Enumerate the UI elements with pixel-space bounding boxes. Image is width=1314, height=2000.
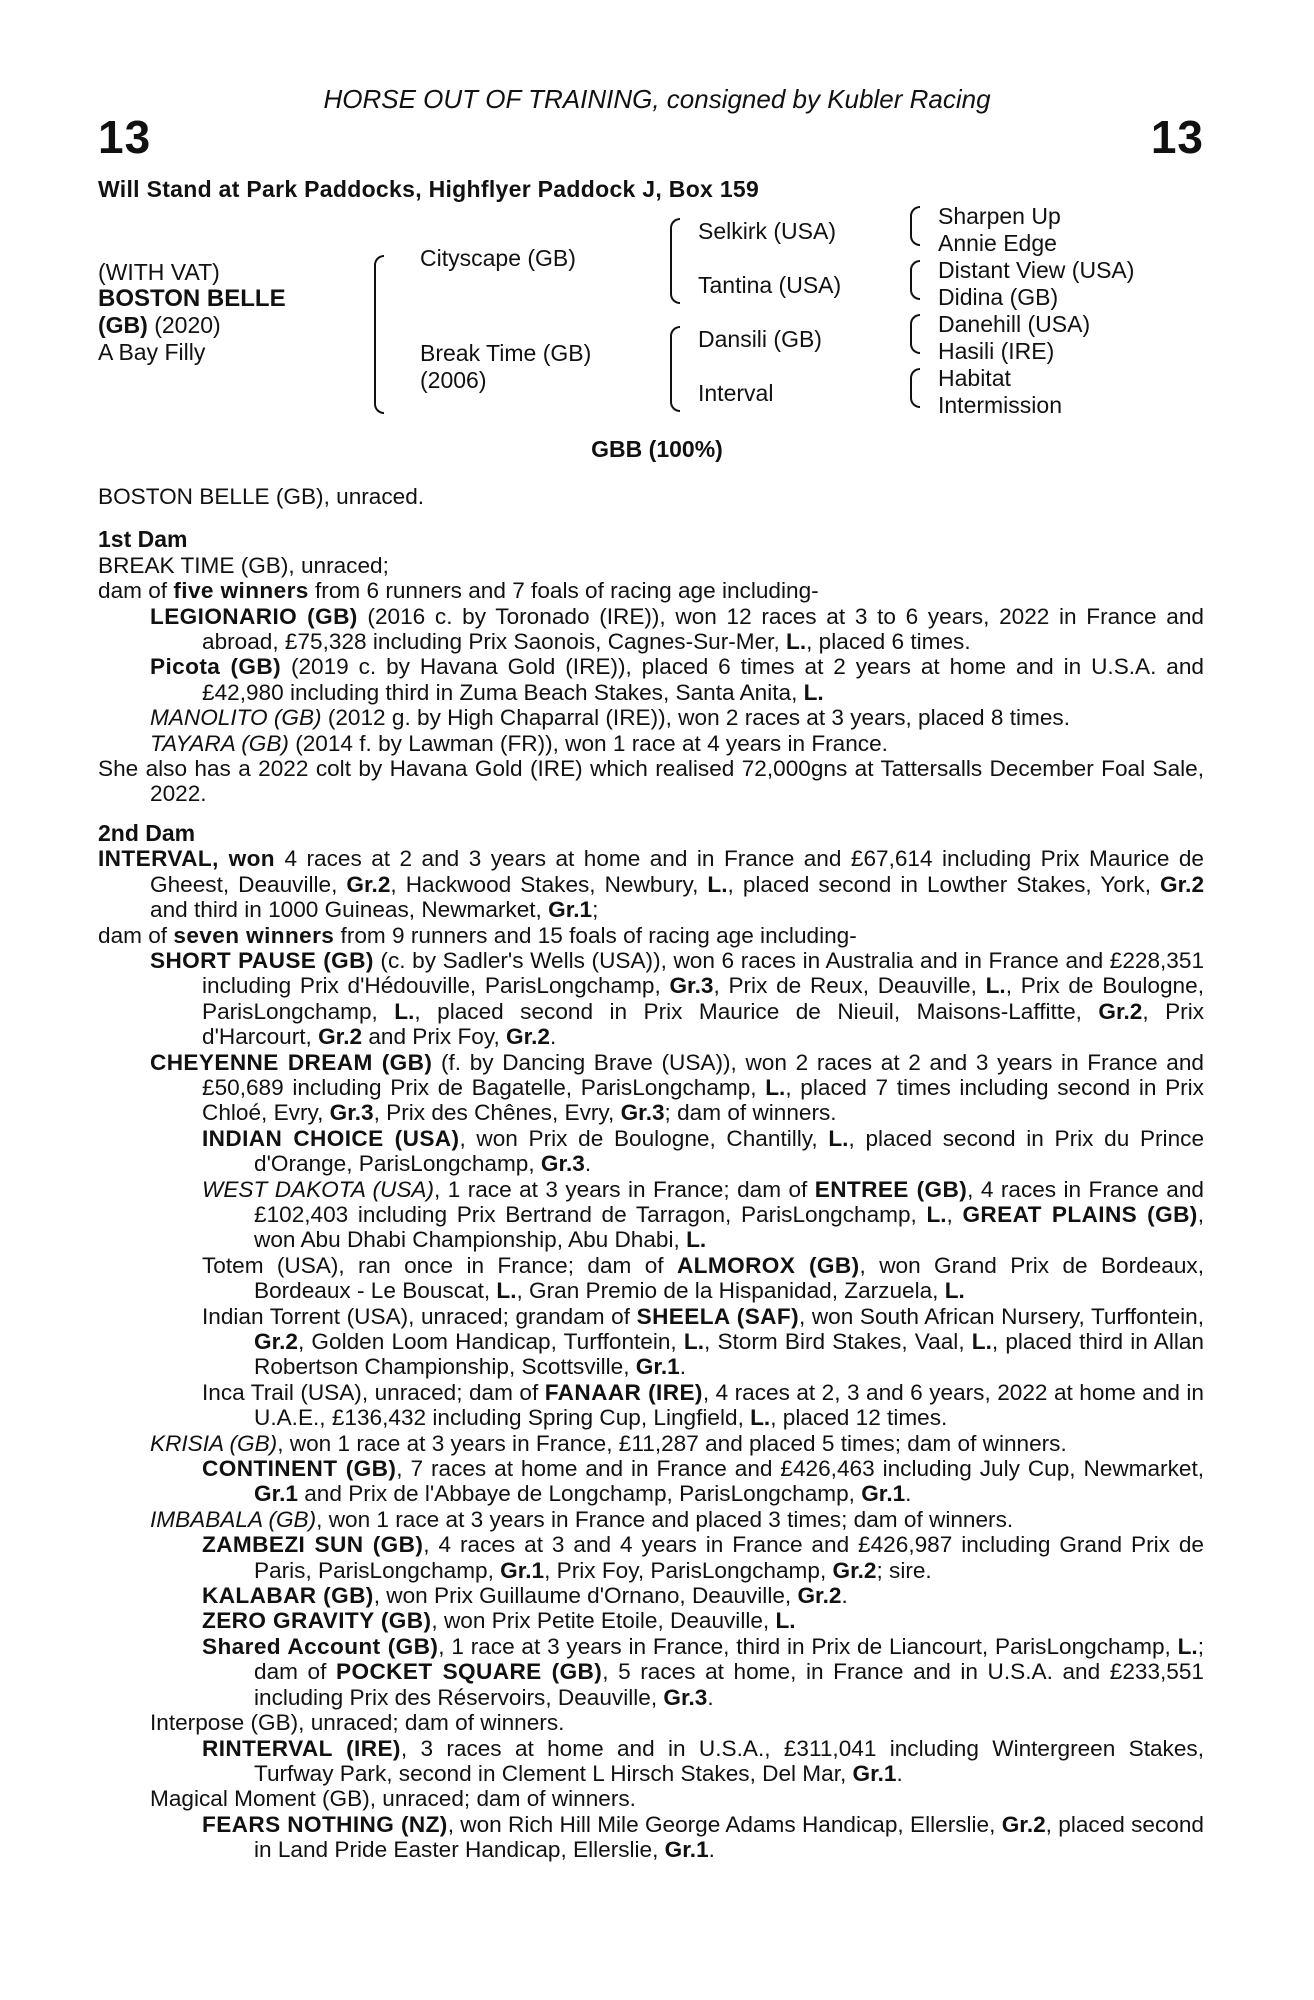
text-bold: INTERVAL <box>98 846 213 872</box>
text: , placed second in Land Pride Easter Handicap, Ellerslie, <box>254 1811 1204 1863</box>
produce-entry: Interpose (GB), unraced; dam of winners. <box>150 1710 565 1736</box>
pedigree-brace-main <box>374 255 384 414</box>
text: (2014 f. by Lawman (FR)), won 1 race at 4 years in France. <box>288 730 888 756</box>
horse-name-bold: POCKET SQUARE (GB) <box>336 1659 603 1685</box>
text: , won Abu Dhabi Championship, Abu Dhabi, <box>254 1201 1204 1253</box>
grade: L. <box>765 1074 786 1100</box>
horse-name-bold: FEARS NOTHING (NZ) <box>202 1811 448 1837</box>
text: Indian Torrent (USA), unraced; grandam of <box>202 1303 637 1329</box>
grade: Gr.1 <box>500 1557 545 1583</box>
text: and Prix Foy, <box>362 1024 507 1050</box>
grade: Gr.1 <box>254 1481 298 1507</box>
ggp-4: Didina (GB) <box>938 284 1059 310</box>
horse-name-bold: LEGIONARIO (GB) <box>150 603 358 629</box>
text: . <box>550 1024 557 1050</box>
text: dam of <box>98 578 174 604</box>
grade: L. <box>394 998 415 1024</box>
text: (f. by Dancing Brave (USA)), won 2 races at 2 and 3 years in France and £50,689 including Prix de Bagatelle, ParisLongchamp, <box>202 1049 1204 1100</box>
grade: Gr.3 <box>669 973 714 999</box>
grade: Gr.3 <box>540 1151 585 1177</box>
text: , Hackwood Stakes, Newbury, <box>390 871 708 897</box>
foal-note: She also has a 2022 colt by Havana Gold (IRE) which realised 72,000gns at Tattersalls December Foal Sale, 2022. <box>98 756 1204 807</box>
text: , 7 races at home and in France and £426,463 including July Cup, Newmarket, <box>396 1456 1204 1482</box>
pedigree-brace-g1 <box>910 206 920 246</box>
grade: L. <box>926 1201 947 1227</box>
text: , 4 races at 3 and 4 years in France and £426,987 including Grand Prix de Paris, ParisLongchamp, <box>254 1532 1205 1583</box>
ggp-1: Sharpen Up <box>938 203 1061 229</box>
horse-name-bold: SHORT PAUSE (GB) <box>150 947 374 973</box>
produce-entry <box>150 654 1204 705</box>
pedigree-brace-g2 <box>910 260 920 300</box>
text: , won Prix Petite Etoile, Deauville, <box>431 1608 776 1634</box>
grade: L. <box>686 1227 707 1253</box>
sire-sire: Selkirk (USA) <box>698 218 837 244</box>
ggp-8: Intermission <box>938 392 1062 418</box>
horse-name-bold: SHEELA (SAF) <box>636 1303 800 1329</box>
grade: L. <box>707 871 728 897</box>
produce-entry <box>202 1634 1204 1710</box>
text: , Gran Premio de la Hispanidad, Zarzuela, <box>516 1278 945 1304</box>
grade: L. <box>496 1278 517 1304</box>
produce-entry <box>202 1583 1204 1608</box>
produce-entry <box>150 731 1204 756</box>
grade: L. <box>828 1125 849 1151</box>
lot-number-left: 13 <box>98 111 152 163</box>
text: , Golden Loom Handicap, Turffontein, <box>297 1329 684 1354</box>
text: , placed 12 times. <box>770 1405 948 1431</box>
horse-name-bold: ALMOROX (GB) <box>676 1252 860 1278</box>
grade: L. <box>1177 1633 1198 1659</box>
horse-name-bold: KALABAR (GB) <box>202 1583 374 1609</box>
produce-entry <box>150 948 1204 1050</box>
text: , won 1 race at 3 years in France, £11,287 and placed 5 times; dam of winners. <box>277 1430 1067 1456</box>
text-bold: seven winners <box>173 922 335 948</box>
text: ; dam of winners. <box>664 1100 837 1126</box>
pedigree-brace-g4 <box>910 368 920 408</box>
grade: Gr.1 <box>635 1354 680 1380</box>
text-bold: , won <box>212 846 276 872</box>
grade: Gr.2 <box>254 1329 298 1354</box>
dam: Break Time (GB) <box>420 340 592 366</box>
ggp-2: Annie Edge <box>938 230 1057 256</box>
produce-entry <box>202 1812 1204 1863</box>
horse-name-italic: KRISIA (GB) <box>150 1430 278 1456</box>
produce-entry <box>202 1253 1204 1304</box>
text: , placed 7 times including second in Prix Chloé, Evry, <box>202 1074 1204 1126</box>
produce-entry <box>150 1507 1204 1532</box>
sire-dam: Tantina (USA) <box>698 272 842 298</box>
grade: Gr.2 <box>1098 998 1143 1024</box>
produce-entry <box>202 1456 1204 1507</box>
produce-entry <box>150 1050 1204 1126</box>
text: and third in 1000 Guineas, Newmarket, <box>150 897 549 923</box>
text: . <box>905 1481 912 1507</box>
text: , 1 race at 3 years in France; dam of <box>434 1176 815 1202</box>
text: , won Prix Guillaume d'Ornano, Deauville, <box>373 1583 798 1609</box>
grade: L. <box>750 1405 771 1431</box>
produce-entry <box>202 1126 1204 1177</box>
grade: L. <box>985 973 1006 999</box>
grade: Gr.2 <box>318 1024 363 1050</box>
stand-location: Will Stand at Park Paddocks, Highflyer Paddock J, Box 159 <box>98 176 760 202</box>
text: Totem (USA), ran once in France; dam of <box>202 1252 677 1278</box>
text: (2019 c. by Havana Gold (IRE)), placed 6 times at 2 years at home and in U.S.A. and £42,980 including third in Zuma Beach Stakes, Santa Anita, <box>202 654 1204 705</box>
horse-description: A Bay Filly <box>98 339 206 365</box>
horse-name-bold: ZAMBEZI SUN (GB) <box>202 1532 424 1558</box>
horse-year: (2020) <box>147 312 221 338</box>
catalogue-body <box>98 484 1204 1863</box>
grade: L. <box>683 1329 704 1354</box>
grade: L. <box>803 679 824 705</box>
dam-sire: Dansili (GB) <box>698 326 822 352</box>
text: , Prix de Reux, Deauville, <box>713 973 986 999</box>
grade: Gr.1 <box>548 897 593 923</box>
text: from 6 runners and 7 foals of racing age including- <box>308 578 819 604</box>
horse-name-bold: RINTERVAL (IRE) <box>202 1735 401 1761</box>
dam2-produce <box>98 923 1204 948</box>
text: , placed second in Prix du Prince d'Orange, ParisLongchamp, <box>254 1125 1205 1177</box>
text: , 4 races in France and £102,403 including Prix Bertrand de Tarragon, ParisLongchamp, <box>254 1176 1204 1227</box>
text: , Prix des Chênes, Evry, <box>373 1100 621 1126</box>
pedigree-brace-g3 <box>910 314 920 354</box>
produce-entry <box>202 1304 1204 1380</box>
horse-name-italic: MANOLITO (GB) <box>150 705 322 731</box>
produce-entry <box>202 1736 1204 1787</box>
dam-year: (2006) <box>420 367 487 393</box>
horse-name-bold: GREAT PLAINS (GB) <box>962 1201 1198 1227</box>
text: . <box>584 1151 592 1177</box>
second-dam-heading: 2nd Dam <box>98 819 196 846</box>
produce-entry <box>202 1177 1204 1253</box>
text: , Prix de Boulogne, ParisLongchamp, <box>202 973 1204 1024</box>
grade: Gr.1 <box>852 1760 897 1786</box>
sire: Cityscape (GB) <box>420 245 576 271</box>
horse-name-bold: Shared Account (GB) <box>202 1633 439 1659</box>
grade: Gr.1 <box>861 1481 906 1507</box>
produce-entry <box>150 1431 1204 1456</box>
text: , Storm Bird Stakes, Vaal, <box>703 1329 972 1354</box>
text: and Prix de l'Abbaye de Longchamp, ParisLongchamp, <box>297 1481 862 1507</box>
text: , placed second in Lowther Stakes, York, <box>727 871 1161 897</box>
text: ; sire. <box>876 1557 932 1583</box>
horse-name-italic: WEST DAKOTA (USA) <box>202 1176 435 1202</box>
first-dam-heading: 1st Dam <box>98 526 188 553</box>
text: , 3 races at home and in U.S.A., £311,041 including Wintergreen Stakes, Turfway Park, second in Clement L Hirsch Stakes, Del Mar, <box>254 1735 1204 1786</box>
horse-country: (GB) <box>98 312 148 338</box>
grade: Gr.2 <box>1001 1811 1046 1837</box>
text: , won Grand Prix de Bordeaux, Bordeaux - Le Bouscat, <box>254 1252 1204 1304</box>
grade: Gr.2 <box>797 1583 842 1609</box>
pedigree-brace-dam <box>670 326 680 412</box>
horse-name-bold: FANAAR (IRE) <box>544 1379 703 1405</box>
text: , Prix Foy, ParisLongchamp, <box>544 1557 833 1583</box>
horse-name-bold: CONTINENT (GB) <box>202 1456 397 1482</box>
breeding-percentage: GBB (100%) <box>591 436 723 462</box>
text: , placed 6 times. <box>806 629 971 655</box>
text: ; dam of <box>254 1633 1204 1685</box>
text: , 4 races at 2, 3 and 6 years, 2022 at home and in U.A.E., £136,432 including Spring Cup, Lingfield, <box>254 1379 1204 1431</box>
grade: Gr.2 <box>346 871 391 897</box>
text: , placed third in Allan Robertson Championship, Scottsville, <box>254 1329 1204 1380</box>
dam-dam: Interval <box>698 380 774 406</box>
text: , placed second in Prix Maurice de Nieuil, Maisons-Laffitte, <box>414 998 1099 1024</box>
grade: Gr.2 <box>506 1024 550 1050</box>
ggp-7: Habitat <box>938 365 1011 391</box>
dam1-produce <box>98 578 1204 603</box>
produce-entry <box>150 604 1204 655</box>
text: . <box>679 1354 687 1380</box>
text: (2012 g. by High Chaparral (IRE)), won 2 races at 3 years, placed 8 times. <box>321 705 1071 731</box>
horse-name-bold: ENTREE (GB) <box>814 1176 968 1202</box>
produce-entry <box>202 1608 1204 1633</box>
text: , 1 race at 3 years in France, third in Prix de Liancourt, ParisLongchamp, <box>438 1633 1178 1659</box>
text: . <box>841 1583 848 1609</box>
horse-name: BOSTON BELLE <box>98 285 286 312</box>
text: dam of <box>98 922 174 948</box>
text: , <box>946 1201 963 1227</box>
vat-note: (WITH VAT) <box>98 259 220 285</box>
text: . <box>896 1760 903 1786</box>
ggp-6: Hasili (IRE) <box>938 338 1055 364</box>
horse-name-bold: Picota (GB) <box>150 654 282 680</box>
ggp-3: Distant View (USA) <box>938 257 1135 283</box>
produce-entry <box>202 1532 1204 1583</box>
produce-entry: Magical Moment (GB), unraced; dam of winners. <box>150 1786 636 1812</box>
text: , 5 races at home, in France and in U.S.A. and £233,551 including Prix des Réservoirs, Deauville, <box>254 1659 1204 1710</box>
grade: L. <box>786 629 807 655</box>
catalogue-heading: HORSE OUT OF TRAINING, consigned by Kubler Racing <box>323 84 991 114</box>
grade: L. <box>944 1278 965 1304</box>
horse-name-bold: INDIAN CHOICE (USA) <box>202 1125 460 1151</box>
grade: L. <box>971 1329 992 1354</box>
lot-number-right: 13 <box>1150 111 1204 163</box>
text: ; <box>592 897 599 923</box>
text: 4 races at 2 and 3 years at home and in France and £67,614 including Prix Maurice de Gheest, Deauville, <box>150 846 1204 897</box>
text: (2016 c. by Toronado (IRE)), won 12 races at 3 to 6 years, 2022 in France and abroad, £75,328 including Prix Saonois, Cagnes-Sur-Mer, <box>202 603 1204 655</box>
grade: Gr.2 <box>832 1557 877 1583</box>
horse-name-bold: ZERO GRAVITY (GB) <box>202 1608 432 1634</box>
text: , won 1 race at 3 years in France and placed 3 times; dam of winners. <box>316 1506 1014 1532</box>
dam2-race-record <box>98 846 1204 922</box>
grade: Gr.3 <box>329 1100 374 1126</box>
horse-name-italic: IMBABALA (GB) <box>150 1506 317 1532</box>
text: . <box>708 1837 715 1863</box>
dam1-line: BREAK TIME (GB), unraced; <box>98 552 389 578</box>
text: , Prix d'Harcourt, <box>202 998 1205 1050</box>
text: , won Prix de Boulogne, Chantilly, <box>459 1125 829 1151</box>
grade: Gr.3 <box>663 1684 708 1710</box>
ggp-5: Danehill (USA) <box>938 311 1091 337</box>
text: from 9 runners and 15 foals of racing age including- <box>334 922 857 948</box>
grade: Gr.3 <box>620 1100 665 1126</box>
text: . <box>707 1684 714 1710</box>
summary-line: BOSTON BELLE (GB), unraced. <box>98 484 425 509</box>
text: , won Rich Hill Mile George Adams Handicap, Ellerslie, <box>447 1811 1002 1837</box>
text: Inca Trail (USA), unraced; dam of <box>202 1379 545 1405</box>
grade: L. <box>775 1608 796 1634</box>
produce-entry <box>202 1380 1204 1431</box>
pedigree-brace-sire <box>670 218 680 304</box>
grade: Gr.1 <box>664 1837 709 1863</box>
text: (c. by Sadler's Wells (USA)), won 6 races in Australia and in France and £228,351 including Prix d'Hédouville, ParisLongchamp, <box>202 947 1205 999</box>
text: , won South African Nursery, Turffontein, <box>799 1303 1205 1329</box>
produce-entry <box>150 705 1204 730</box>
grade: Gr.2 <box>1160 871 1205 897</box>
horse-country-year <box>98 312 221 339</box>
horse-name-bold: CHEYENNE DREAM (GB) <box>150 1049 433 1075</box>
text-bold: five winners <box>173 578 309 604</box>
horse-name-italic: TAYARA (GB) <box>150 730 289 756</box>
